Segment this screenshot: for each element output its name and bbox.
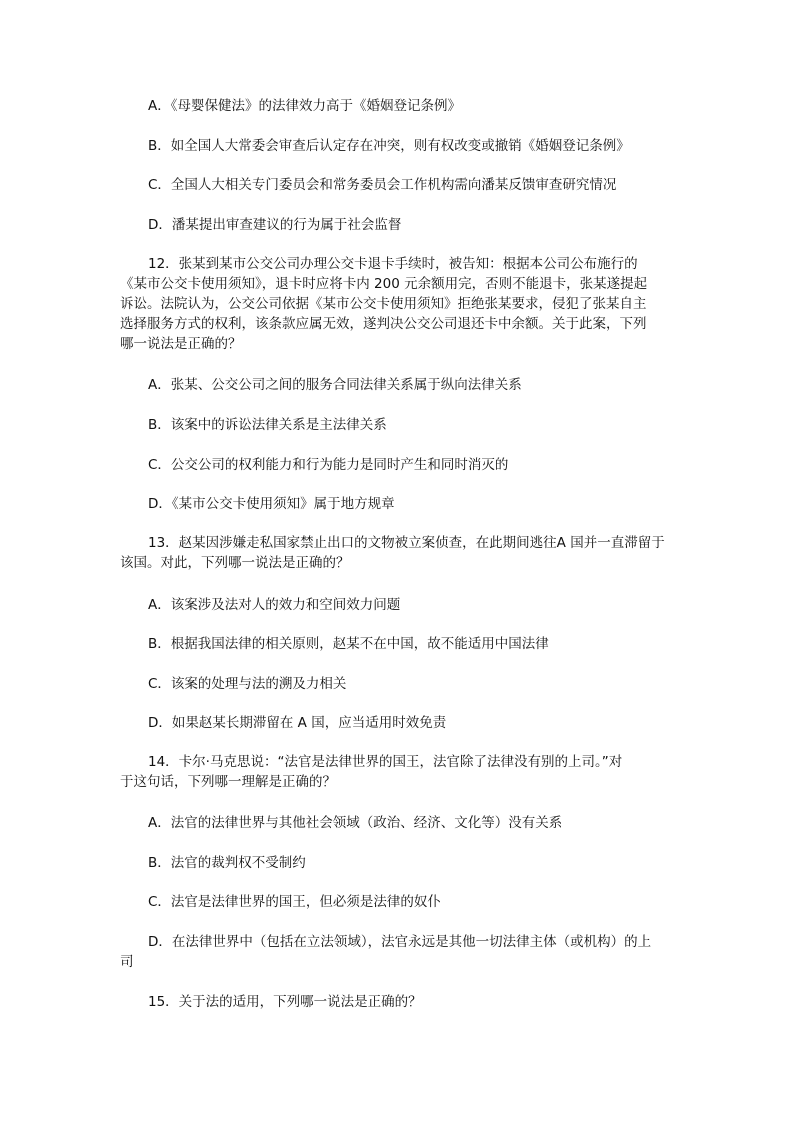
question-12-stem-line: 诉讼。法院认为，公交公司依据《某市公交卡使用须知》拒绝张某要求，侵犯了张某自主 bbox=[120, 296, 647, 312]
question-14-option-d-line: D．在法律世界中（包括在立法领域），法官永远是其他一切法律主体（或机构）的上 bbox=[148, 934, 652, 950]
question-14-option-a: A．法官的法律世界与其他社会领域（政治、经济、文化等）没有关系 bbox=[148, 815, 563, 831]
question-14-option-c: C．法官是法律世界的国王，但必须是法律的奴仆 bbox=[148, 894, 441, 910]
question-14-option-d-line: 司 bbox=[120, 954, 134, 970]
question-13-option-a: A．该案涉及法对人的效力和空间效力问题 bbox=[148, 597, 401, 613]
question-13-option-b: B．根据我国法律的相关原则，赵某不在中国，故不能适用中国法律 bbox=[148, 636, 549, 652]
question-13-stem-line: 该国。对此，下列哪一说法是正确的？ bbox=[120, 555, 350, 571]
question-12-option-c: C．公交公司的权利能力和行为能力是同时产生和同时消灭的 bbox=[148, 457, 509, 473]
question-14-option-b: B．法官的裁判权不受制约 bbox=[148, 855, 306, 871]
question-13-stem-line: 13．赵某因涉嫌走私国家禁止出口的文物被立案侦查，在此期间逃往A 国并一直滞留于 bbox=[148, 535, 665, 551]
question-12-stem-line: 哪一说法是正确的？ bbox=[120, 336, 242, 352]
question-13-option-c: C．该案的处理与法的溯及力相关 bbox=[148, 676, 347, 692]
question-12-option-b: B．该案中的诉讼法律关系是主法律关系 bbox=[148, 417, 387, 433]
question-15-stem-line: 15．关于法的适用，下列哪一说法是正确的？ bbox=[148, 994, 422, 1010]
question-11-option-a: A．《母婴保健法》的法律效力高于《婚姻登记条例》 bbox=[148, 98, 461, 114]
question-11-option-c: C．全国人大相关专门委员会和常务委员会工作机构需向潘某反馈审查研究情况 bbox=[148, 177, 617, 193]
question-11-option-d: D．潘某提出审查建议的行为属于社会监督 bbox=[148, 217, 402, 233]
question-12-stem-line: 12．张某到某市公交公司办理公交卡退卡手续时，被告知：根据本公司公布施行的 bbox=[148, 256, 638, 272]
question-14-stem-line: 14．卡尔·马克思说：“法官是法律世界的国王，法官除了法律没有别的上司。”对 bbox=[148, 754, 623, 770]
question-12-option-a: A．张某、公交公司之间的服务合同法律关系属于纵向法律关系 bbox=[148, 377, 522, 393]
question-14-stem-line: 于这句话，下列哪一理解是正确的？ bbox=[120, 774, 336, 790]
question-12-stem-line: 选择服务方式的权利，该条款应属无效，遂判决公交公司退还卡中余额。关于此案，下列 bbox=[120, 316, 647, 332]
question-13-option-d: D．如果赵某长期滞留在 A 国，应当适用时效免责 bbox=[148, 715, 447, 731]
question-12-option-d: D．《某市公交卡使用须知》属于地方规章 bbox=[148, 496, 395, 512]
question-12-stem-line: 《某市公交卡使用须知》，退卡时应将卡内 200 元余额用完，否则不能退卡，张某遂提起 bbox=[120, 276, 648, 292]
question-11-option-b: B．如全国人大常委会审查后认定存在冲突，则有权改变或撤销《婚姻登记条例》 bbox=[148, 138, 630, 154]
